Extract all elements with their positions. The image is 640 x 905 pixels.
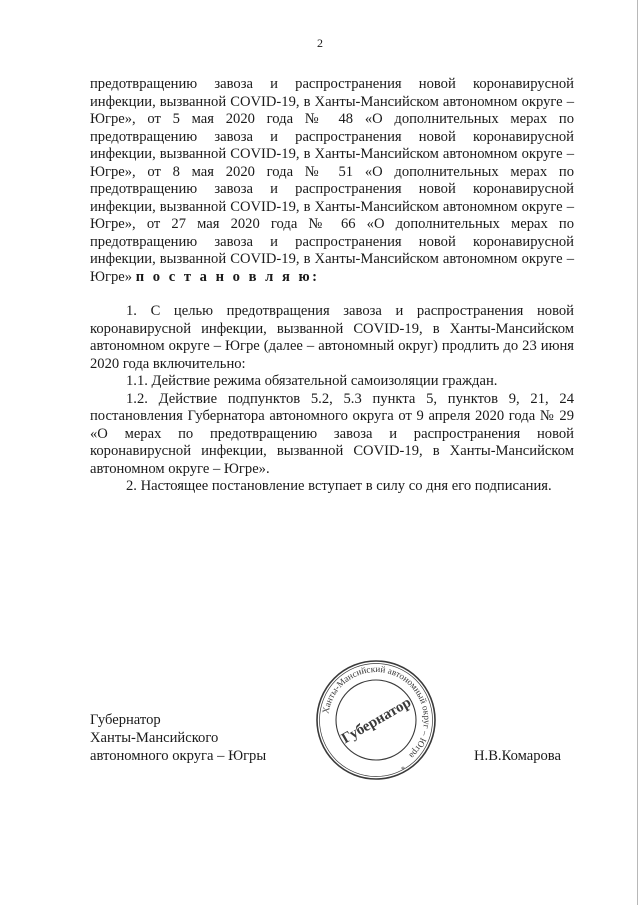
signatory-name: Н.В.Комарова (474, 748, 561, 764)
paragraph-gap (90, 286, 574, 303)
item-2: 2. Настоящее постановление вступает в силу со дня его подписания. (126, 478, 552, 494)
item-1: 1. С целью предотвращения завоза и распространения новой коронавирусной инфекции, вызванной COVID-19, в Ханты-Мансийском автономном округе – Югре (далее – автономный округ) продлить до 23 июня 2020 года включительно: (90, 303, 574, 372)
scan-edge-line (637, 0, 638, 905)
page-number: 2 (317, 36, 323, 50)
official-seal-stamp (312, 656, 440, 784)
item-1-2: 1.2. Действие подпунктов 5.2, 5.3 пункта 5, пунктов 9, 21, 24 постановления Губернатора автономного округа от 9 апреля 2020 года № 29 «О мерах по предотвращению завоза и распространения новой коронавирусной инфекции, вызванной COVID-19, в Ханты-Мансийском автономном округе – Югре». (90, 390, 574, 477)
intro-paragraph (90, 76, 574, 286)
signatory-title-line-3: автономного округа – Югры (90, 748, 267, 764)
seal-center-text: Губернатор (339, 694, 414, 748)
intro-text: предотвращению завоза и распространения новой коронавирусной инфекции, вызванной COVID-19, в Ханты-Мансийском автономном округе – Югре», от 5 мая 2020 года № 48 «О дополнительных мерах по предотвращению завоза и распространения новой коронавирусной инфекции, вызванной COVID-19, в Ханты-Мансийском автономном округе – Югре», от 8 мая 2020 года № 51 «О дополнительных мерах по предотвращению завоза и распространения новой коронавирусной инфекции, вызванной COVID-19, в Ханты-Мансийском автономном округе – Югре», от 27 мая 2020 года № 66 «О дополнительных мерах по предотвращению завоза и распространения новой коронавирусной инфекции, вызванной COVID-19, в Ханты-Мансийском автономном округе – Югре» (90, 76, 574, 285)
signatory-title-line-2: Ханты-Мансийского (90, 730, 219, 746)
decree-body (90, 76, 574, 496)
signatory-title-line-1: Губернатор (90, 712, 161, 728)
seal-star-icon: * (401, 765, 405, 774)
decree-word: п о с т а н о в л я ю: (135, 268, 320, 285)
seal-ring-text: Ханты-Мансийский автономный округ – Югра (320, 663, 433, 761)
item-1-1: 1.1. Действие режима обязательной самоизоляции граждан. (126, 373, 498, 389)
signatory-title (90, 711, 266, 765)
